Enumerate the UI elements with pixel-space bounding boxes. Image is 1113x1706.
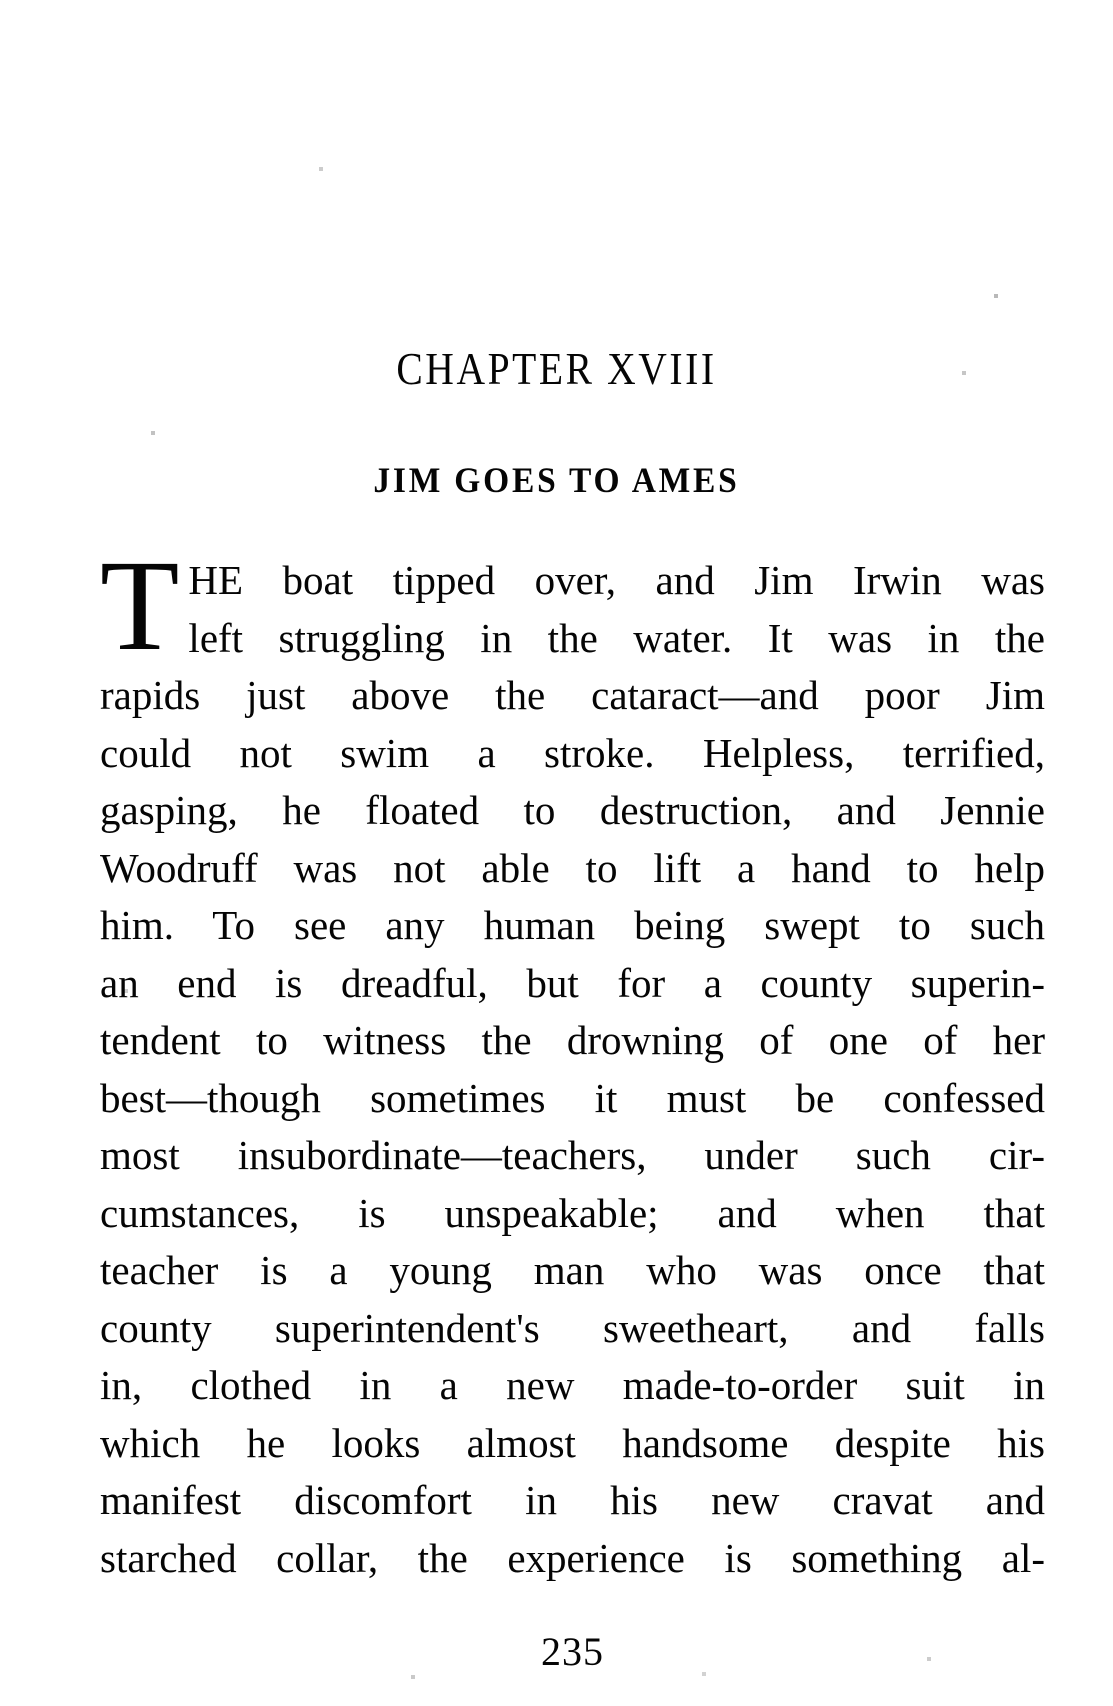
text-line: an end is dreadful, but for a county superin- [100,959,1045,1006]
text-line-content: HE boat tipped over, and Jim Irwin was [188,557,1045,603]
text-line: best—though sometimes it must be confessed [100,1074,1045,1121]
text-line: Woodruff was not able to lift a hand to help [100,844,1045,891]
text-line: rapids just above the cataract—and poor Jim [100,672,1045,718]
text-line: could not swim a stroke. Helpless, terrified, [100,729,1045,776]
text-line: tendent to witness the drowning of one of her [100,1017,1045,1063]
text-line: manifest discomfort in his new cravat and [100,1477,1045,1523]
text-line: left struggling in the water. It was in the [188,614,1045,661]
scan-specks [0,0,2,2]
text-line: teacher is a young man who was once that [100,1247,1045,1293]
body-text [100,534,1045,1587]
chapter-title: CHAPTER XVIII [396,343,717,394]
text-line: gasping, he floated to destruction, and Jennie [100,787,1045,833]
text-line: in, clothed in a new made-to-order suit in [100,1362,1045,1408]
text-lines [100,610,1045,1588]
text-line: most insubordinate—teachers, under such cir- [100,1132,1045,1178]
page-number: 235 [541,1629,604,1674]
text-line: which he looks almost handsome despite his [100,1419,1045,1466]
text-line: cumstances, is unspeakable; and when that [100,1189,1045,1236]
text-line: county superintendent's sweetheart, and falls [100,1304,1045,1351]
text-line: him. To see any human being swept to such [100,902,1045,948]
section-title: JIM GOES TO AMES [373,460,740,500]
text-line: starched collar, the experience is something al- [100,1534,1045,1581]
drop-cap: T [100,534,180,678]
